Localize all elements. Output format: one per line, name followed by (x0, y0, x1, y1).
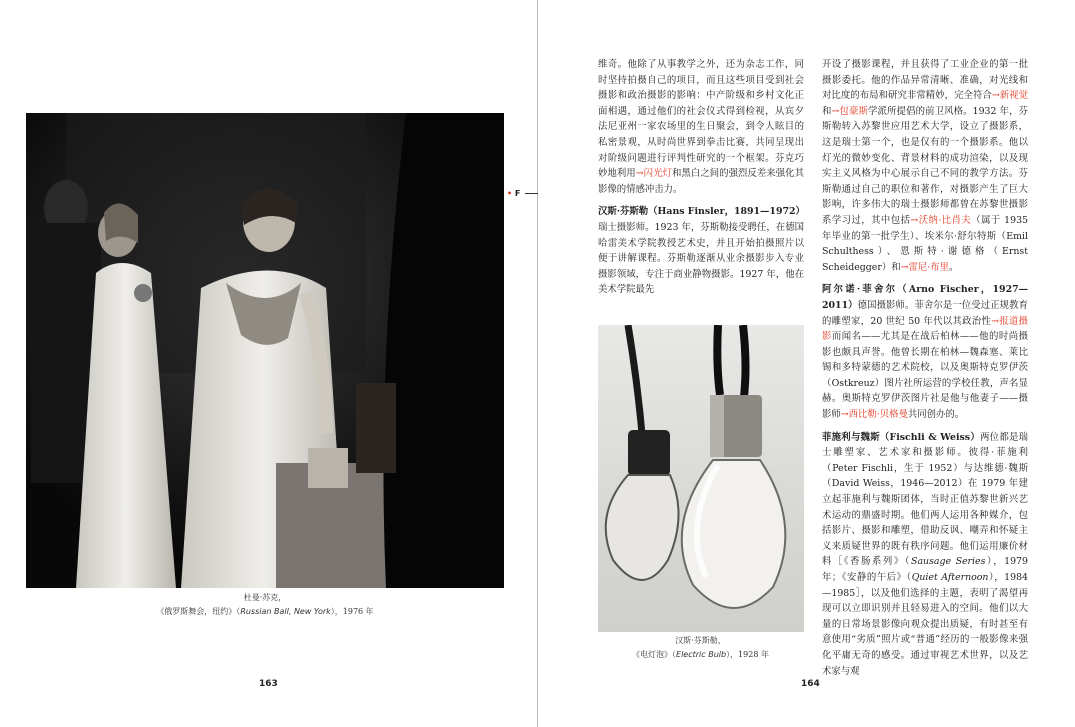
cross-reference-link[interactable]: →雷尼·布里 (900, 261, 949, 273)
paragraph-text: 开设了摄影课程，并且获得了工业企业的第一批摄影委托。他的作品异常清晰、准确，对光线和对比度的布局和研究非常精妙，完全符合 (822, 59, 1028, 102)
caption-photographer: 汉斯·芬斯勒， (675, 636, 726, 645)
text-column-1 (598, 57, 804, 305)
left-photo-caption (26, 591, 504, 619)
marker-letter-left: F (514, 189, 521, 198)
entry-body: 而闻名——尤其是在战后柏林——他的时尚摄影也颇具声誉。他曾长期在柏林—魏森塞、莱比锡和多特蒙德的艺术院校，以及奥斯特克罗伊茨（Ostkreuz）图片社所运营的学校任教，声名显赫。奥斯特克罗伊茨图片社是他与他妻子——摄影师 (822, 331, 1028, 421)
text-column-2 (822, 57, 1028, 686)
page-number-right: 164 (801, 679, 820, 689)
paragraph-text: 。 (948, 261, 959, 273)
cross-reference-link[interactable]: →西比勒·贝格曼 (840, 409, 908, 421)
entry-heading: 菲施利与魏斯（Fischli & Weiss） (822, 431, 981, 443)
entry-body: 德国摄影师。菲舍尔是一位受过正规教育的雕塑家，20 世纪 50 年代以其政治性 (822, 299, 1028, 327)
electric-bulb-photograph (598, 325, 804, 632)
caption-title-prefix: 《电灯泡》（ (632, 650, 677, 659)
caption-title-english: Electric Bulb (676, 650, 727, 659)
entry-heading: 阿尔诺·菲舍尔（Arno Fischer，1927—2011） (822, 284, 1028, 311)
work-title-english: Quiet Afternoon (911, 572, 989, 583)
paragraph-text: 学派所提倡的前卫风格。1932 年，芬斯勒转入苏黎世应用艺术大学，设立了摄影系，这是瑞士第一个，也是仅有的一个摄影系。他以灯光的微妙变化、背景材料的成功渲染，以及现实主义风格为中心展示自己不同的教学方法。芬斯勒通过自己的职位和著作，对摄影产生了巨大影响，许多伟大的瑞士摄影师都曾在苏黎世摄影系学习过，其中包括 (822, 105, 1028, 226)
entry-body: 共同创办的。 (907, 409, 965, 421)
cross-reference-link[interactable]: →包豪斯 (831, 105, 869, 117)
cross-reference-link[interactable]: →闪光灯 (635, 168, 672, 180)
party-photo-illustration (26, 113, 504, 588)
marker-dot-icon: • (507, 189, 513, 198)
entry-fischli-weiss (822, 430, 1028, 680)
caption-photographer: 杜曼·苏克， (243, 593, 287, 602)
caption-year: ），1928 年 (726, 650, 769, 659)
work-title-english: Sausage Series (911, 556, 986, 568)
entry-body: ），1979 年；《安静的午后》（ (822, 556, 1028, 583)
cross-reference-link[interactable]: →报道摄影 (822, 315, 1028, 343)
left-page (0, 0, 537, 727)
paragraph-text: （属于 1935 年毕业的第一批学生）、埃米尔·舒尔特斯（Emil Schulthess）、恩斯特·谢德格（Ernst Scheidegger）和 (822, 214, 1028, 273)
paragraph-fink-continued (598, 57, 804, 197)
paragraph-text: 和黑白之间的强烈反差来强化其影像的情感冲击力。 (598, 168, 804, 195)
entry-body: ），1984—1985］，以及他们选择的主题，表明了渴望再现可以立即识别并且轻易进入的空间。他们以大量的日常场景影像向观众提出质疑，有时甚至有意使用“劣质”照片或“普通”经历的一般影像来强化平庸无奇的感受。通过审视艺术世界，以及艺术家与观 (822, 572, 1028, 677)
paragraph-text: 维奇。他除了从事教学之外，还为杂志工作，同时坚持拍摄自己的项目，而且这些项目受到社会摄影和政治摄影的影响：中产阶级和乡村文化正面相遇，通过他们的社会仪式得到检视，从宾夕法尼亚州一家农场里的生日聚会，到令人眩目的私密景观，从时尚世界到拳击比赛，共同呈现出对阶级问题进行评判性研究的一个框架。芬克巧妙地利用 (598, 59, 804, 180)
caption-title-line (598, 648, 803, 662)
entry-arno-fischer (822, 282, 1028, 422)
bulb-photo-illustration (598, 325, 804, 632)
caption-title-prefix: 《俄罗斯舞会，纽约》（ (156, 607, 241, 616)
paragraph-text: 和 (822, 105, 832, 117)
paragraph-finsler-continued (822, 57, 1028, 275)
right-photo-caption (598, 634, 803, 662)
caption-title-english: Russian Ball, New York (240, 607, 331, 616)
entry-heading: 汉斯·芬斯勒（Hans Finsler，1891—1972） (598, 206, 805, 218)
page-number-left: 163 (259, 679, 278, 689)
entry-body: 瑞士摄影师。1923 年，芬斯勒接受聘任，在德国哈雷美术学院教授艺术史，并且开始拍摄照片以便于讲解课程。芬斯勒逐渐从业余摄影步入专业摄影领域，专注于商业静物摄影。1927 年，他在美术学院最先 (598, 221, 804, 296)
cross-reference-link[interactable]: →沃纳·比肖夫 (910, 214, 972, 226)
caption-year: ），1976 年 (330, 607, 374, 616)
party-photograph (26, 113, 504, 588)
cross-reference-link[interactable]: →新视觉 (991, 90, 1028, 102)
entry-body: 两位都是瑞士雕塑家、艺术家和摄影师。彼得·菲施利（Peter Fischli，生于 1952）与达维德·魏斯（David Weiss，1946—2012）在 1979 年建立起菲施利与魏斯团体，当时正值苏黎世新兴艺术运动的鼎盛时期。他们两人运用各种媒介，包括影片、摄影和雕塑，借助反讽、嘲弄和怀疑主义来质疑世界的既有秩序问题。他们运用廉价材料［《香肠系列》（ (822, 431, 1028, 568)
entry-hans-finsler (598, 204, 804, 298)
caption-title-line (26, 605, 504, 619)
